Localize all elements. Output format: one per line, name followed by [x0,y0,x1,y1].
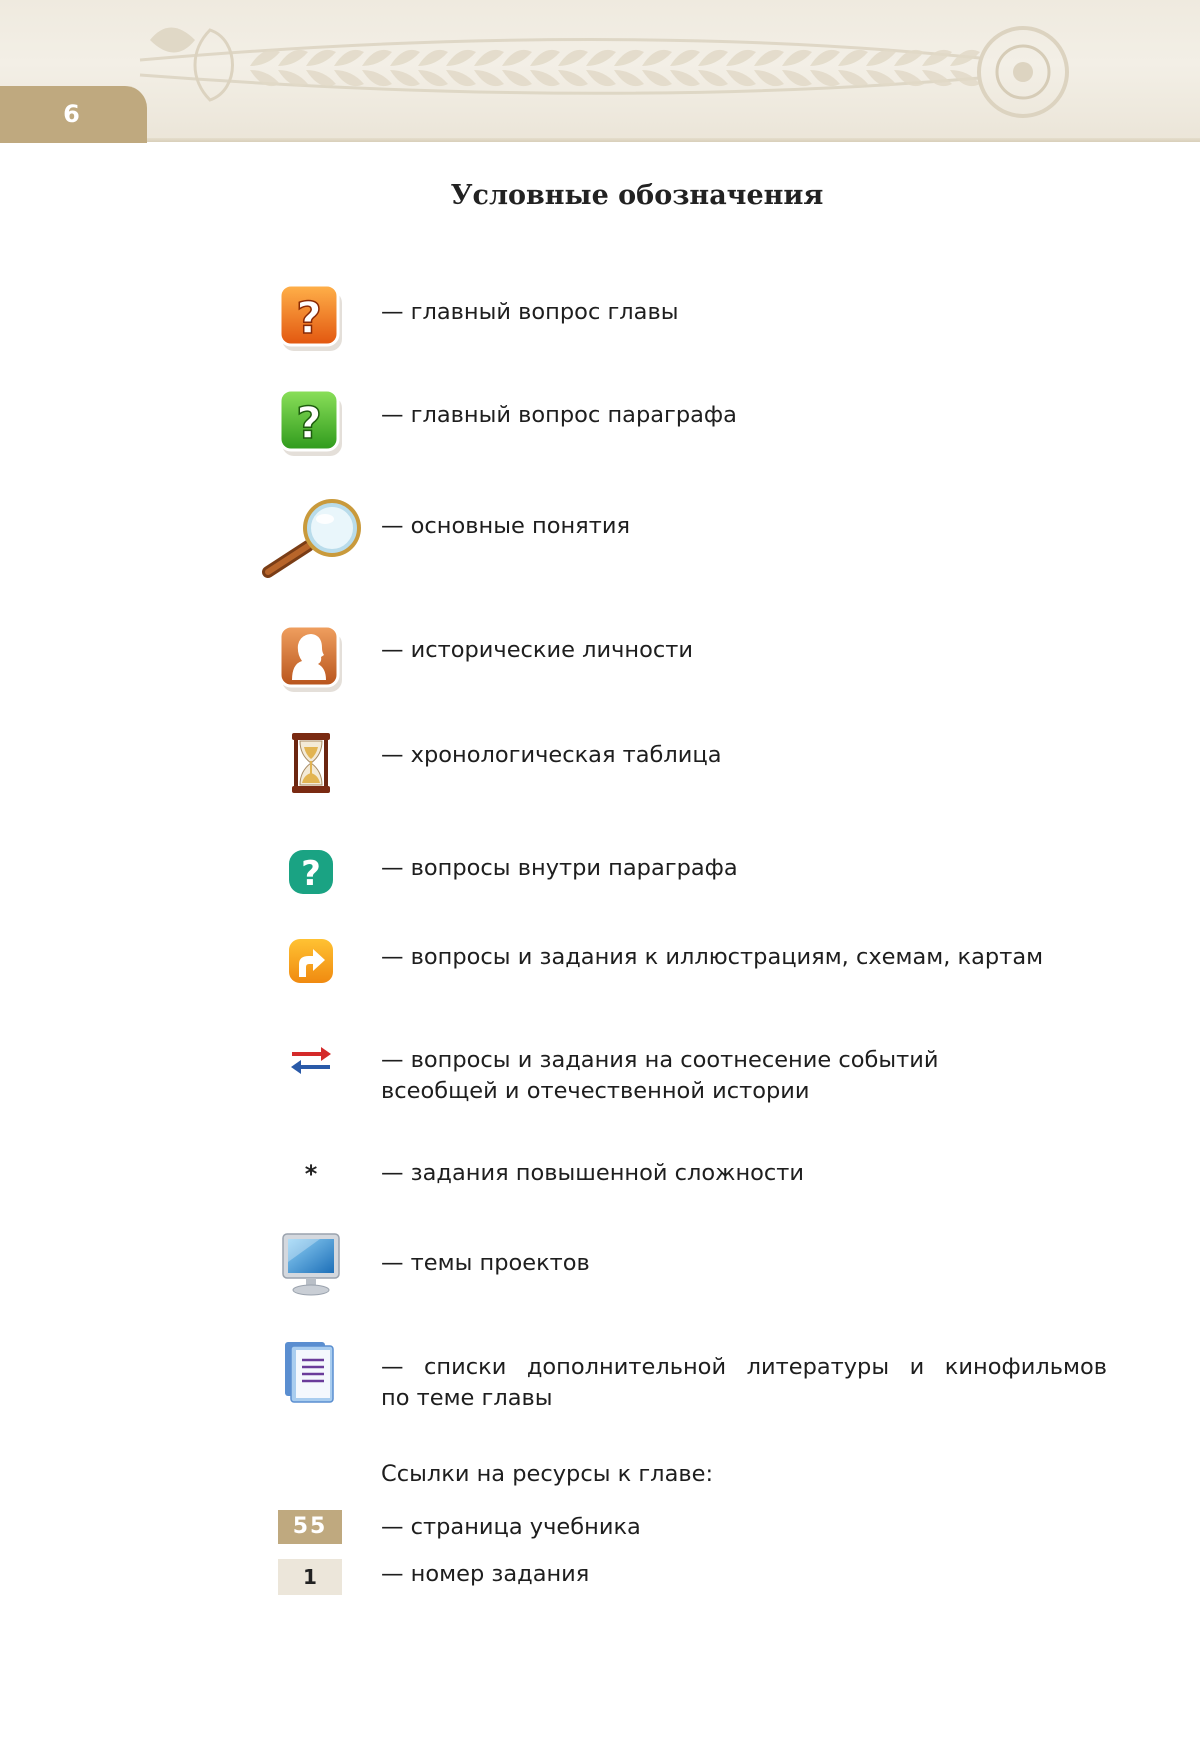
legend-text-correlation-tasks [381,1045,939,1107]
ornament-leaf [362,70,392,86]
ornament-leaf [754,70,784,86]
legend-icon-cell [246,1340,376,1406]
ornament-leaf [558,50,588,66]
legend-icon-cell [246,731,376,797]
orange-arrow-icon [287,937,335,985]
ornament-leaf [614,70,644,86]
ornament-leaf [502,50,532,66]
legend-text-illustration-tasks: — вопросы и задания к иллюстрациям, схемам, картам [381,944,1044,970]
legend-icon-cell [246,624,376,694]
resources-task-text: — номер задания [381,1561,590,1587]
legend-text-line2: всеобщей и отечественной истории [381,1078,810,1104]
word: кинофильмов [944,1354,1107,1380]
page-title: Условные обозначения [450,180,824,211]
legend-text-chapter-question: — главный вопрос главы [381,299,679,325]
ornament-leaf [810,70,840,86]
header-ornament-band [0,0,1200,142]
ornament-leaf [474,50,504,66]
ornament-leaf [278,50,308,66]
legend-icon-cell [246,1232,376,1298]
resources-page-text: — страница учебника [381,1514,641,1540]
ornament-leaf [838,50,868,66]
teal-question-icon [287,848,335,896]
ornament-leaf [446,70,476,86]
ornament-leaf [418,70,448,86]
ornament-leaf [474,70,504,86]
ornament-leaf [362,50,392,66]
legend-text-literature-lists [381,1352,1107,1414]
ornament-leaf [334,70,364,86]
word: и [909,1354,925,1380]
ornament-leaf [558,70,588,86]
legend-icon-cell [246,283,376,353]
ornament-leaf [642,70,672,86]
asterisk-icon: * [304,1160,318,1188]
ornament-leaf [866,70,896,86]
double-arrows-icon [289,1045,333,1075]
ornament-leaf [586,70,616,86]
ornament-leaf [810,50,840,66]
orange-question-icon [278,283,344,353]
page-reference-badge: 55 [278,1510,342,1544]
hourglass-icon [286,731,336,797]
leaf-ornament [0,0,1200,142]
ornament-leaf [306,70,336,86]
ornament-leaf [418,50,448,66]
ornament-leaf [782,70,812,86]
word: списки [424,1354,507,1380]
ornament-leaf [670,50,700,66]
ornament-leaf [390,50,420,66]
word: литературы [746,1354,890,1380]
page-number-tab: 6 [0,86,147,143]
monitor-icon [280,1232,342,1298]
legend-text-key-concepts: — основные понятия [381,513,630,539]
word: дополнительной [526,1354,727,1380]
svg-text:?: ? [296,293,322,344]
ornament-leaf [334,50,364,66]
ornament-leaf [502,70,532,86]
ornament-leaf [698,50,728,66]
legend-icon-cell [246,937,376,985]
resources-heading: Ссылки на ресурсы к главе: [381,1461,714,1487]
ornament-leaf [614,50,644,66]
legend-text-advanced-tasks: — задания повышенной сложности [381,1160,805,1186]
legend-text-inline-questions: — вопросы внутри параграфа [381,855,738,881]
legend-icon-cell [246,848,376,896]
task-number-badge: 1 [278,1559,342,1595]
ornament-leaf [698,70,728,86]
ornament-leaf [530,70,560,86]
legend-text-line1 [381,1352,1107,1383]
legend-icon-cell [246,1045,376,1075]
legend-text-project-topics: — темы проектов [381,1250,590,1276]
legend-text-paragraph-question: — главный вопрос параграфа [381,402,737,428]
legend-text-chronology-table: — хронологическая таблица [381,742,722,768]
ornament-leaf [726,70,756,86]
person-portrait-icon [278,624,344,694]
ornament-leaf [754,50,784,66]
ornament-leaf [306,50,336,66]
ornament-leaf [782,50,812,66]
svg-text:?: ? [296,398,322,449]
legend-text-historical-figures: — исторические личности [381,637,694,663]
ornament-leaf [838,70,868,86]
ornament-leaf [530,50,560,66]
legend-text-line1: — вопросы и задания на соотнесение событий [381,1047,939,1073]
ornament-leaf [866,50,896,66]
ornament-leaf [670,70,700,86]
ornament-leaf [586,50,616,66]
word: — [381,1354,404,1380]
legend-icon-cell [246,388,376,458]
ornament-leaf [726,50,756,66]
ornament-leaf [642,50,672,66]
legend-icon-cell [250,496,380,582]
legend-text-line2: по теме главы [381,1385,553,1411]
legend-icon-cell [246,1160,376,1188]
green-question-icon [278,388,344,458]
document-list-icon [281,1340,341,1406]
ornament-leaf [446,50,476,66]
ornament-leaf [922,70,952,86]
svg-text:?: ? [301,854,321,894]
ornament-leaf [390,70,420,86]
magnifier-icon [260,496,370,582]
